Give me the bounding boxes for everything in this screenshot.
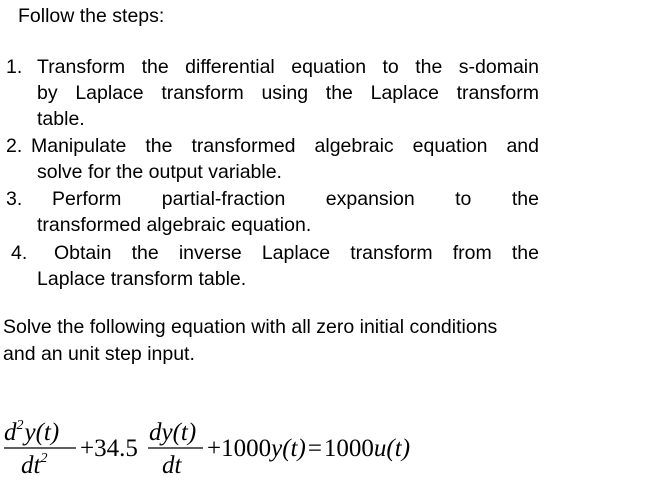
word: differential: [185, 56, 275, 78]
word: inverse: [178, 242, 242, 264]
word: transformed: [191, 135, 296, 157]
step-3-line-2: transformed algebraic equation.: [37, 214, 312, 236]
equation-rest: +1000y(t)=1000u(t): [207, 435, 411, 462]
frac1-denominator: $dt^2$: [21, 451, 48, 479]
word: the: [325, 82, 353, 104]
problem-line-2: and an unit step input.: [3, 343, 195, 365]
word: Laplace: [370, 82, 439, 104]
word: the: [511, 242, 539, 264]
word: transform: [350, 242, 433, 264]
word: transform: [161, 82, 244, 104]
word: Perform: [52, 188, 122, 210]
term2-coefficient: +34.5: [80, 435, 138, 462]
word: and: [506, 135, 539, 157]
step-1-line-2: [37, 80, 539, 107]
step-3-number: 3.: [6, 188, 23, 210]
word: s-domain: [458, 56, 539, 78]
word: using: [261, 82, 309, 104]
equation-svg: [4, 416, 444, 480]
differential-equation: [4, 416, 444, 480]
frac2-numerator: dy(t): [149, 419, 197, 446]
word: transform: [456, 82, 539, 104]
word: by: [37, 82, 58, 104]
word: to: [382, 56, 399, 78]
word: Laplace: [261, 242, 331, 264]
step-1-number: 1.: [6, 56, 23, 78]
word: the: [511, 188, 539, 210]
word: equation: [412, 135, 488, 157]
step-1-line-3: table.: [37, 108, 85, 130]
step-2-line-1: [31, 133, 539, 160]
word: Obtain: [54, 242, 112, 264]
instructions-heading: Follow the steps:: [18, 5, 165, 27]
word: from: [452, 242, 492, 264]
step-1-line-1: [37, 54, 539, 81]
word: partial-fraction: [161, 188, 286, 210]
word: equation: [291, 56, 367, 78]
problem-line-1: Solve the following equation with all zero initial conditions: [3, 316, 498, 338]
step-3-line-1: [52, 186, 539, 213]
step-4-number: 4.: [11, 242, 28, 264]
step-4-line-1: [54, 240, 539, 267]
word: Transform: [37, 56, 126, 78]
word: expansion: [325, 188, 415, 210]
word: Manipulate: [31, 135, 127, 157]
word: to: [455, 188, 472, 210]
step-2-number: 2.: [6, 135, 23, 157]
word: algebraic: [314, 135, 394, 157]
word: the: [131, 242, 159, 264]
step-4-line-2: Laplace transform table.: [37, 268, 247, 290]
word: the: [141, 56, 169, 78]
frac1-numerator: $d^2y(t)$: [4, 418, 60, 446]
word: the: [415, 56, 443, 78]
word: Laplace: [75, 82, 144, 104]
word: the: [145, 135, 173, 157]
frac2-denominator: dt: [162, 452, 182, 479]
step-2-line-2: solve for the output variable.: [37, 161, 282, 183]
